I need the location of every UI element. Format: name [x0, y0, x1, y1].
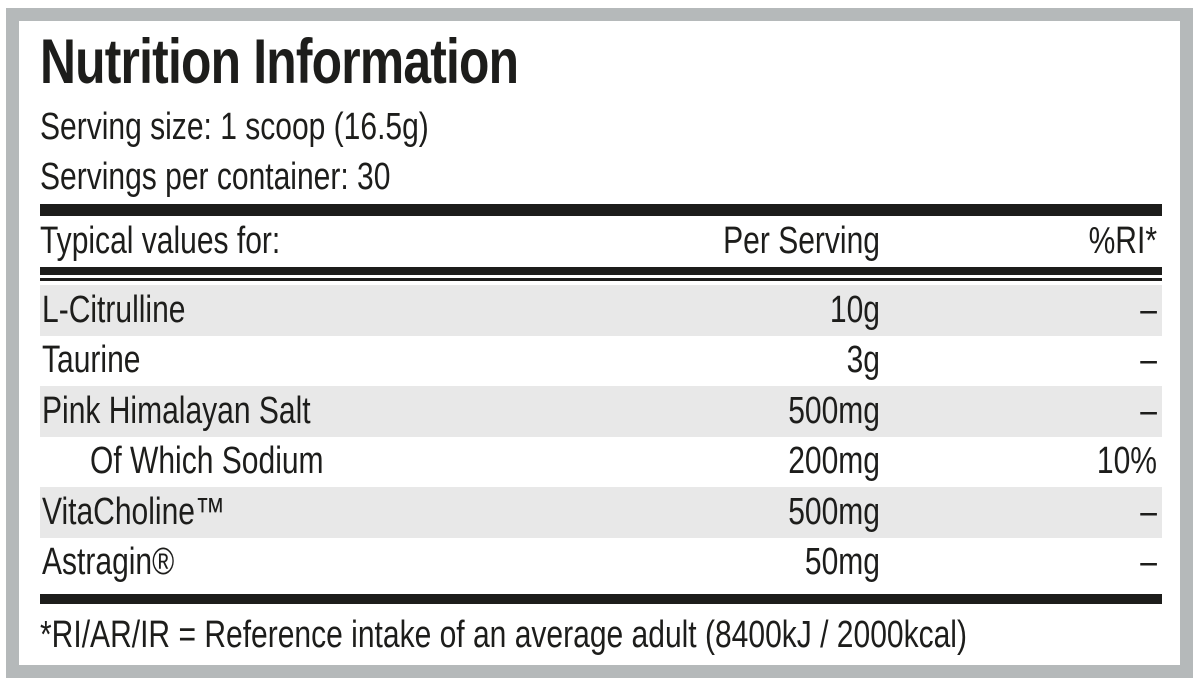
header-ri: %RI* — [1088, 220, 1157, 262]
row-name: Of Which Sodium — [90, 440, 324, 483]
footnote: *RI/AR/IR = Reference intake of an average adult (8400kJ / 2000kcal) — [40, 614, 967, 656]
row-ri: 10% — [1096, 440, 1157, 483]
row-name: VitaCholine™ — [42, 490, 226, 533]
row-name: Taurine — [42, 339, 141, 382]
header-per-serving: Per Serving — [723, 220, 880, 262]
row-per-serving: 10g — [829, 288, 880, 331]
row-per-serving: 500mg — [788, 490, 880, 533]
table-row — [40, 487, 1162, 538]
label-frame — [6, 8, 1193, 678]
table-row — [40, 538, 1162, 589]
row-name: Astragin® — [42, 541, 175, 584]
header-divider-rule — [40, 267, 1162, 281]
nutrition-label — [19, 21, 1180, 665]
row-ri: – — [1140, 339, 1157, 382]
row-per-serving: 500mg — [788, 389, 880, 432]
row-ri: – — [1140, 541, 1157, 584]
table-row — [40, 336, 1162, 387]
row-per-serving: 50mg — [804, 541, 880, 584]
row-per-serving: 3g — [846, 339, 880, 382]
header-typical-values: Typical values for: — [40, 220, 281, 262]
table-row — [40, 285, 1162, 336]
bottom-rule — [40, 594, 1162, 604]
serving-size-line: Serving size: 1 scoop (16.5g) — [40, 106, 429, 148]
page-title-text: Nutrition Information — [40, 27, 519, 97]
row-per-serving: 200mg — [788, 440, 880, 483]
servings-per-container-line: Servings per container: 30 — [40, 156, 391, 198]
row-ri: – — [1140, 389, 1157, 432]
page-title — [40, 27, 645, 97]
row-name: L-Citrulline — [42, 288, 186, 331]
row-name: Pink Himalayan Salt — [42, 389, 311, 432]
row-ri: – — [1140, 490, 1157, 533]
table-header — [40, 216, 1162, 267]
top-rule — [40, 204, 1162, 216]
table-row-sub — [40, 437, 1162, 488]
row-ri: – — [1140, 288, 1157, 331]
nutrition-table — [40, 285, 1162, 588]
table-row — [40, 386, 1162, 437]
